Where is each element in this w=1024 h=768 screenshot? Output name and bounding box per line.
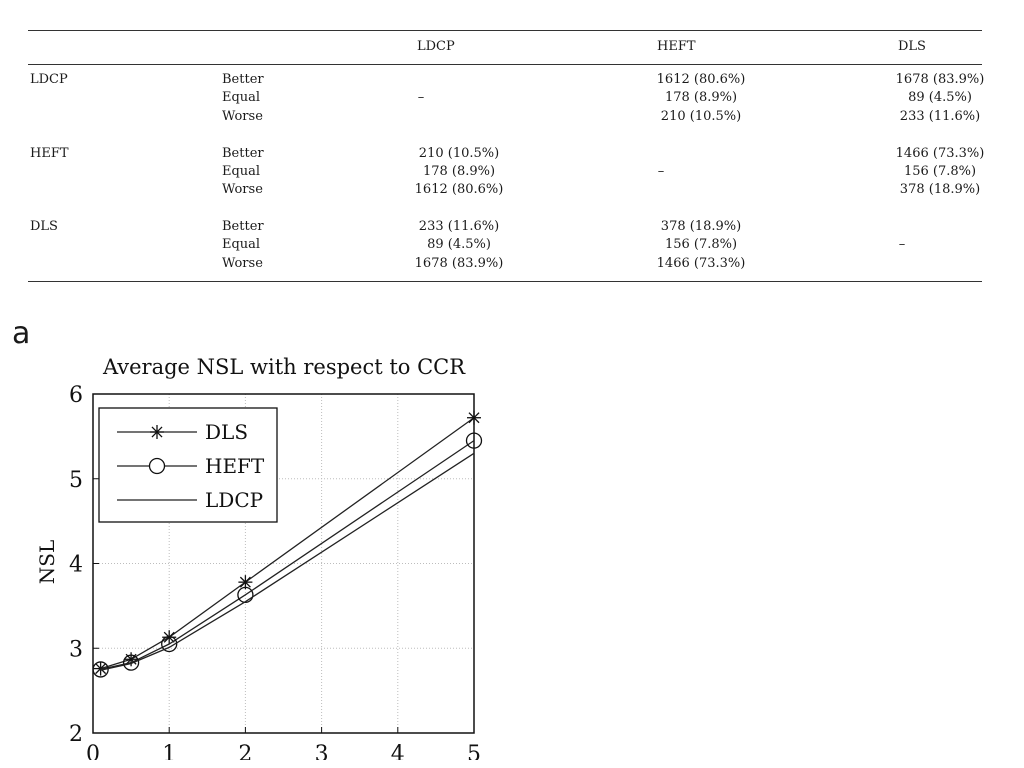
table-row-label: Equal <box>222 90 261 105</box>
y-tick-label: 2 <box>69 722 83 747</box>
table-top-rule <box>28 30 982 31</box>
x-tick-label: 5 <box>467 742 481 760</box>
x-tick-label: 4 <box>390 742 405 760</box>
table-row-label: Better <box>222 72 264 87</box>
chart-legend <box>99 408 277 522</box>
table-cell: 1612 (80.6%) <box>414 182 504 197</box>
table-group-name: DLS <box>30 219 58 234</box>
table-row-label: Worse <box>222 256 263 271</box>
table-cell: 378 (18.9%) <box>660 219 742 234</box>
legend-marker-dls <box>150 425 164 439</box>
table-cell: 1466 (73.3%) <box>895 146 985 161</box>
y-tick-label: 6 <box>69 383 83 408</box>
y-tick-label: 5 <box>69 467 83 493</box>
table-row-label: Better <box>222 146 264 161</box>
table-header-rule <box>28 64 982 65</box>
y-axis-label: NSL <box>35 539 59 585</box>
table-cell: 1612 (80.6%) <box>656 72 746 87</box>
table-cell: – <box>417 90 425 105</box>
x-tick-label: 0 <box>86 742 100 760</box>
table-cell: 89 (4.5%) <box>908 90 972 105</box>
table-header-heft: HEFT <box>657 39 696 54</box>
nsl-line-chart <box>0 340 520 760</box>
table-bottom-rule <box>28 281 982 282</box>
table-header-ldcp: LDCP <box>417 39 455 54</box>
panel-label: a <box>12 316 31 351</box>
table-cell: 156 (7.8%) <box>903 164 977 179</box>
table-cell: 178 (8.9%) <box>664 90 738 105</box>
table-cell: 233 (11.6%) <box>418 219 500 234</box>
point-dls <box>162 630 176 644</box>
table-cell: 178 (8.9%) <box>422 164 496 179</box>
x-tick-label: 3 <box>314 742 329 760</box>
legend-label-ldcp: LDCP <box>205 488 264 512</box>
table-header-dls: DLS <box>898 39 926 54</box>
y-tick-label: 3 <box>69 637 83 663</box>
table-cell: 89 (4.5%) <box>427 237 491 252</box>
table-cell: 210 (10.5%) <box>660 109 742 124</box>
chart-title: Average NSL with respect to CCR <box>102 355 466 379</box>
table-cell: 1466 (73.3%) <box>656 256 746 271</box>
table-group-name: HEFT <box>30 146 69 161</box>
table-row-label: Worse <box>222 182 263 197</box>
table-cell: 233 (11.6%) <box>899 109 981 124</box>
table-group-name: LDCP <box>30 72 68 87</box>
table-cell: 1678 (83.9%) <box>414 256 504 271</box>
table-row-label: Equal <box>222 237 261 252</box>
table-cell: – <box>657 164 665 179</box>
table-cell: 210 (10.5%) <box>418 146 500 161</box>
legend-label-heft: HEFT <box>205 454 265 478</box>
legend-label-dls: DLS <box>205 420 249 444</box>
x-tick-label: 1 <box>162 742 177 760</box>
table-row-label: Equal <box>222 164 261 179</box>
legend-marker-heft <box>150 459 165 474</box>
table-cell: 378 (18.9%) <box>899 182 981 197</box>
y-tick-label: 4 <box>69 552 83 578</box>
table-cell: – <box>898 237 906 252</box>
x-tick-label: 2 <box>238 742 253 760</box>
table-cell: 156 (7.8%) <box>664 237 738 252</box>
table-cell: 1678 (83.9%) <box>895 72 985 87</box>
point-dls <box>467 411 481 425</box>
table-row-label: Worse <box>222 109 263 124</box>
table-row-label: Better <box>222 219 264 234</box>
